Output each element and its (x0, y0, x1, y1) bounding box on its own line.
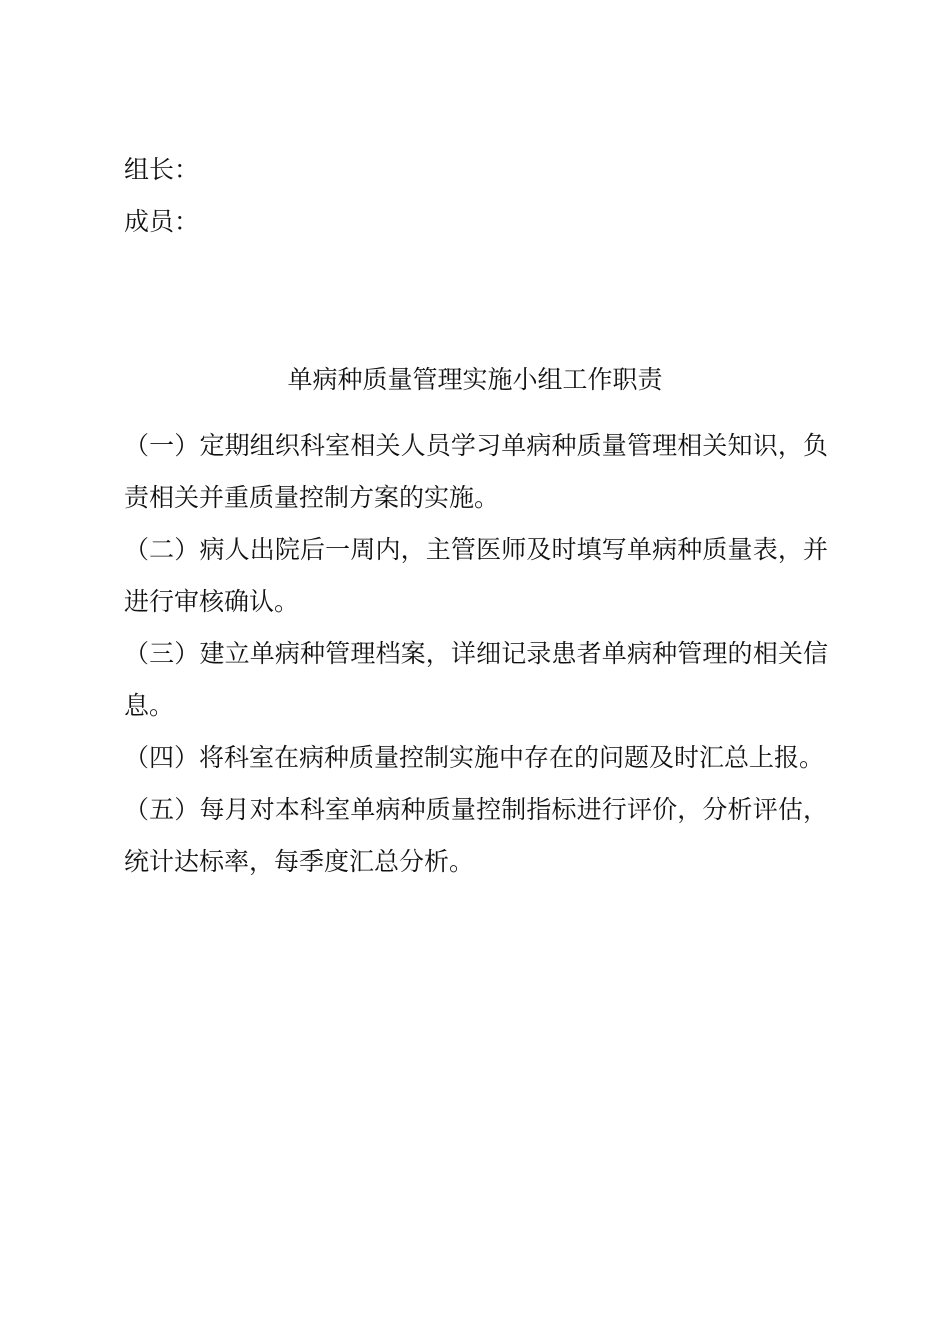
duty-item-4: （四）将科室在病种质量控制实施中存在的问题及时汇总上报。 (124, 743, 825, 772)
leader-label: 组长： (124, 155, 200, 184)
members-label: 成员： (124, 207, 200, 236)
duty-item-2: （二）病人出院后一周内，主管医师及时填写单病种质量表，并进行审核确认。 (124, 535, 828, 616)
duty-item-3: （三）建立单病种管理档案，详细记录患者单病种管理的相关信息。 (124, 639, 828, 720)
duties-list (124, 420, 828, 888)
document-title: 单病种质量管理实施小组工作职责 (287, 365, 663, 394)
duty-item-5: （五）每月对本科室单病种质量控制指标进行评价，分析评估，统计达标率，每季度汇总分析。 (124, 795, 828, 876)
duty-item-1: （一）定期组织科室相关人员学习单病种质量管理相关知识，负责相关并重质量控制方案的实施。 (124, 431, 828, 512)
